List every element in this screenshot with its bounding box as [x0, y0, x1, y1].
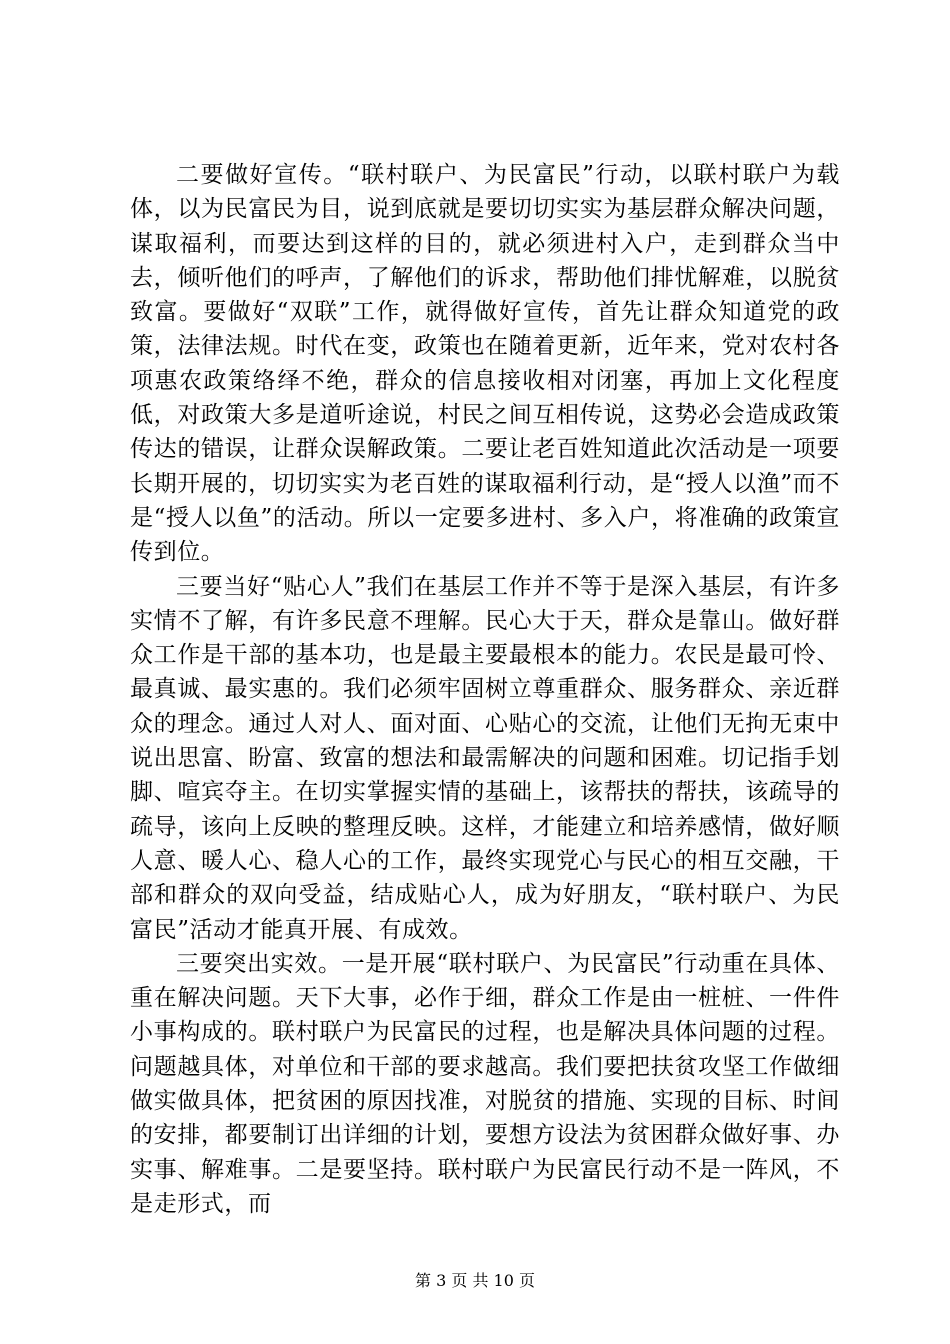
paragraph-caring-person: 三要当好“贴心人”我们在基层工作并不等于是深入基层，有许多实情不了解，有许多民意不理解。民心大于天，群众是靠山。做好群众工作是干部的基本功，也是最主要最根本的能力。农民是最可怜、最真诚、最实惠的。我们必须牢固树立尊重群众、服务群众、亲近群众的理念。通过人对人、面对面、心贴心的交流，让他们无拘无束中说出思富、盼富、致富的想法和最需解决的问题和困难。切记指手划脚、喧宾夺主。在切实掌握实情的基础上，该帮扶的帮扶，该疏导的疏导，该向上反映的整理反映。这样，才能建立和培养感情，做好顺人意、暖人心、稳人心的工作，最终实现党心与民心的相互交融，干部和群众的双向受益，结成贴心人，成为好朋友，“联村联户、为民富民”活动才能真开展、有成效。 [130, 573, 840, 943]
paragraph-effectiveness: 三要突出实效。一是开展“联村联户、为民富民”行动重在具体、重在解决问题。天下大事，必作于细，群众工作是由一桩桩、一件件小事构成的。联村联户为民富民的过程，也是解决具体问题的过程。问题越具体，对单位和干部的要求越高。我们要把扶贫攻坚工作做细做实做具体，把贫困的原因找准，对脱贫的措施、实现的目标、时间的安排，都要制订出详细的计划，要想方设法为贫困群众做好事、办实事、解难事。二是要坚持。联村联户为民富民行动不是一阵风，不是走形式，而 [130, 950, 840, 1217]
paragraph-publicity: 二要做好宣传。“联村联户、为民富民”行动，以联村联户为载体，以为民富民为目，说到底就是要切切实实为基层群众解决问题，谋取福利，而要达到这样的目的，就必须进村入户，走到群众当中去，倾听他们的呼声，了解他们的诉求，帮助他们排忧解难，以脱贫致富。要做好“双联”工作，就得做好宣传，首先让群众知道党的政策，法律法规。时代在变，政策也在随着更新，近年来，党对农村各项惠农政策络绎不绝，群众的信息接收相对闭塞，再加上文化程度低，对政策大多是道听途说，村民之间互相传说，这势必会造成政策传达的错误，让群众误解政策。二要让老百姓知道此次活动是一项要长期开展的，切切实实为老百姓的谋取福利行动，是“授人以渔”而不是“授人以鱼”的活动。所以一定要多进村、多入户，将准确的政策宣传到位。 [130, 162, 840, 566]
document-body [130, 158, 840, 1221]
page-footer: 第 3 页 共 10 页 [415, 1271, 535, 1290]
